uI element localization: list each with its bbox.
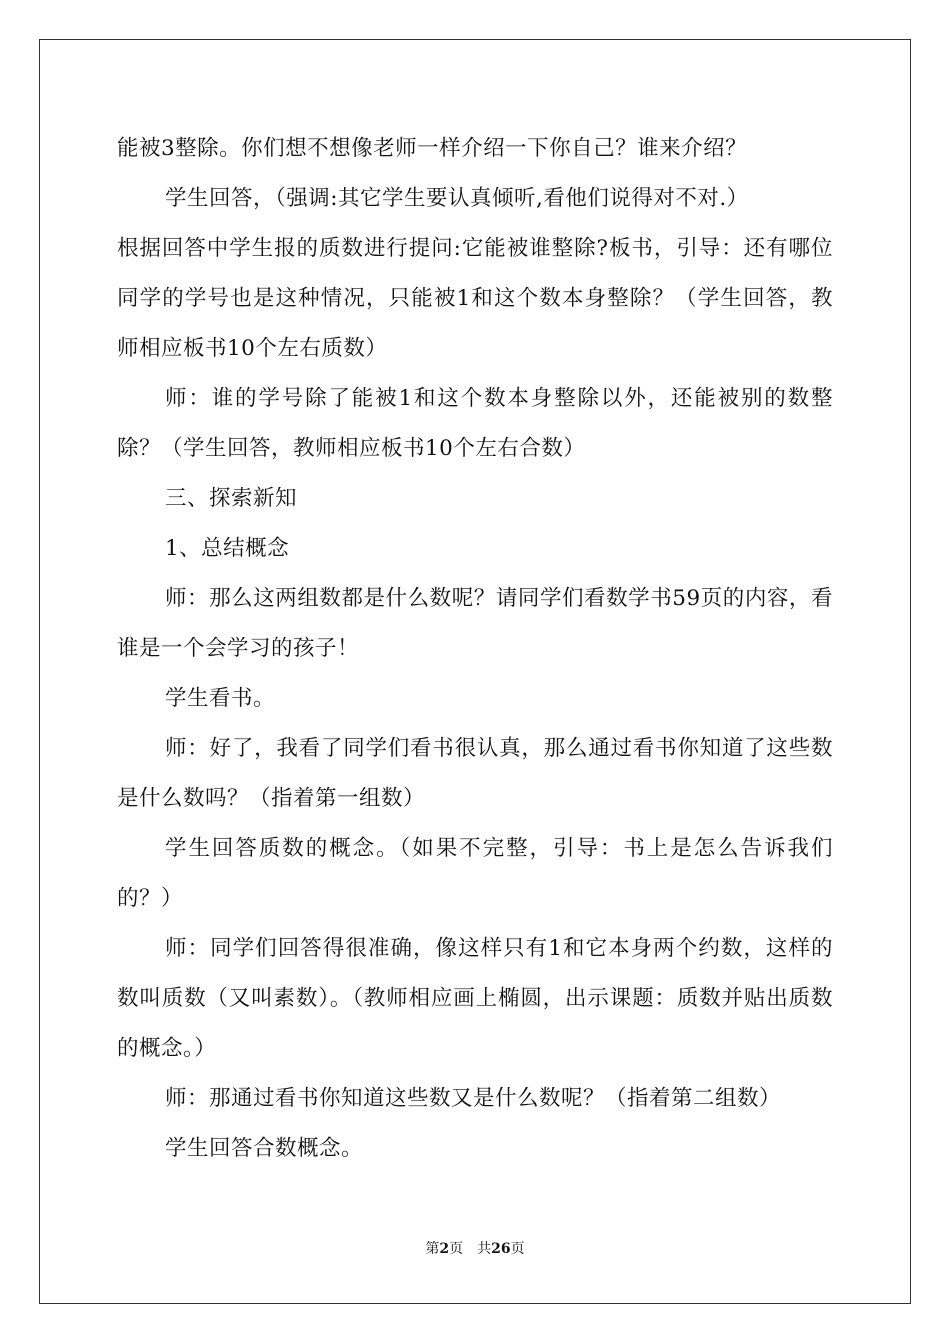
- section-heading-explore: 三、探索新知: [165, 486, 298, 511]
- paragraph-13: 学生回答合数概念。: [165, 1136, 364, 1161]
- paragraph-8: 学生看书。: [165, 686, 276, 711]
- footer-total-pages: 26: [491, 1241, 511, 1257]
- page-footer: [0, 1238, 950, 1258]
- footer-current-page: 2: [439, 1241, 450, 1257]
- footer-page-mid: 页 共: [449, 1241, 492, 1257]
- paragraph-12: 师：那通过看书你知道这些数又是什么数呢？（指着第二组数）: [165, 1086, 782, 1111]
- paragraph-9: 师：好了，我看了同学们看书很认真，那么通过看书你知道了这些数是什么数吗？（指着第一组数）: [117, 736, 833, 811]
- paragraph-3: 根据回答中学生报的质数进行提问:它能被谁整除?板书，引导：还有哪位同学的学号也是这种情况，只能被1和这个数本身整除？（学生回答，教师相应板书10个左右质数）: [117, 236, 833, 361]
- footer-page-prefix: 第: [425, 1241, 440, 1257]
- paragraph-10: 学生回答质数的概念。（如果不完整，引导：书上是怎么告诉我们的？）: [117, 836, 833, 911]
- document-body: [117, 124, 833, 1174]
- paragraph-11: 师：同学们回答得很准确，像这样只有1和它本身两个约数，这样的数叫质数（又叫素数）。（教师相应画上椭圆，出示课题：质数并贴出质数的概念。）: [117, 936, 833, 1061]
- footer-page-suffix: 页: [510, 1241, 525, 1257]
- paragraph-4: 师：谁的学号除了能被1和这个数本身整除以外，还能被别的数整除？（学生回答，教师相应板书10个左右合数）: [117, 386, 833, 461]
- paragraph-2: 学生回答，（强调:其它学生要认真倾听,看他们说得对不对.）: [165, 186, 749, 211]
- paragraph-7: 师：那么这两组数都是什么数呢？请同学们看数学书59页的内容，看谁是一个会学习的孩子！: [117, 586, 833, 661]
- subsection-heading-summary: 1、总结概念: [165, 536, 290, 561]
- paragraph-1: 能被3整除。你们想不想像老师一样介绍一下你自己？谁来介绍？: [117, 136, 748, 161]
